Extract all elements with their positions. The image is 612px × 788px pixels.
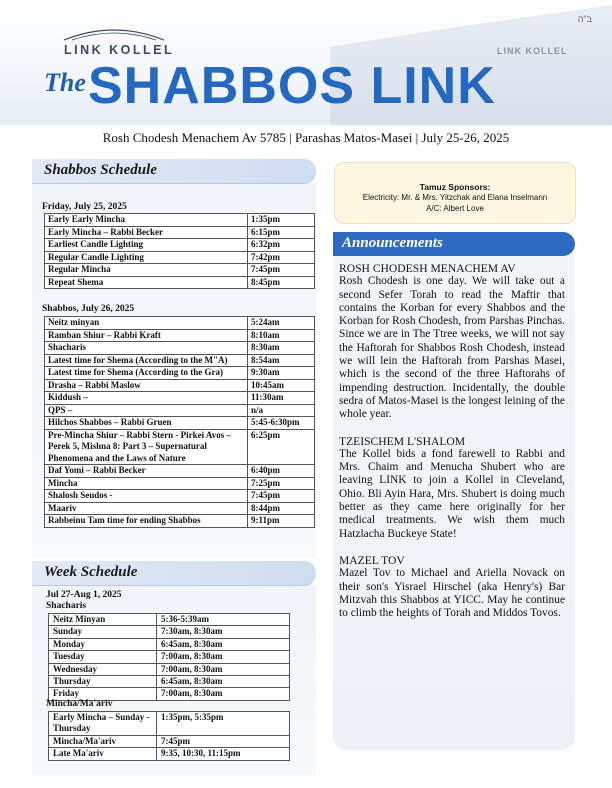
event-name-cell: Early Early Mincha (45, 214, 248, 227)
event-time-cell: 5:24am (248, 317, 315, 330)
week-schedule-header (32, 561, 316, 586)
mincha-table (48, 711, 290, 761)
sponsors-box (334, 162, 576, 224)
shabbos-label: Shabbos, July 26, 2025 (42, 304, 135, 314)
event-time-cell: 6:40pm (248, 465, 315, 478)
event-name-cell: Latest time for Shema (According to the Gra) (45, 367, 248, 380)
page-title: SHABBOS LINK (88, 57, 496, 115)
event-name-cell: Early Mincha – Rabbi Becker (45, 226, 248, 239)
announcement-paragraph: Since we are in The Ttree weeks, we will not say the Haftorah for Shabbos Rosh Chodesh, instead we will lein the Haftorah from Parshas Masei, which is the second of the three Haftorahs of impending destruction. Incidentally, the double sedra of Matos-Masei is the longest leining of the whole year. (339, 328, 565, 421)
title-prefix: The (44, 68, 86, 97)
schedule-row (49, 614, 290, 626)
schedule-row (49, 663, 290, 675)
announcement-paragraph: Rosh Chodesh is one day. We will take out a second Sefer Torah to read the Maftir that contains the Korban for every Shabbos and the Korban for Rosh Chodesh, from Parshas Pinchas. (339, 275, 565, 328)
schedule-row (49, 651, 290, 663)
schedule-row (45, 490, 315, 503)
event-name-cell: Regular Mincha (45, 264, 248, 277)
shacharis-table (48, 613, 290, 701)
event-time-cell: 6:15pm (248, 226, 315, 239)
event-name-cell: Repeat Shema (45, 276, 248, 289)
week-schedule-heading: Week Schedule (44, 564, 138, 580)
schedule-row (49, 626, 290, 638)
sponsor-line-2: A/C: Albert Love (426, 204, 484, 213)
event-name-cell: Earliest Candle Lighting (45, 239, 248, 252)
event-name-cell: Tuesday (49, 651, 157, 663)
event-time-cell: 7:30am, 8:30am (157, 626, 290, 638)
schedule-row (45, 392, 315, 405)
event-time-cell: 7:45pm (157, 735, 290, 747)
schedule-row (45, 317, 315, 330)
event-time-cell: 6:25pm (248, 429, 315, 465)
event-name-cell: Mincha/Ma'ariv (49, 735, 157, 747)
schedule-row (49, 638, 290, 650)
event-name-cell: QPS – (45, 404, 248, 417)
shacharis-label: Shacharis (46, 601, 87, 611)
schedule-row (45, 367, 315, 380)
announcement-title: TZEISCHEM L'SHALOM (339, 434, 466, 448)
event-name-cell: Kiddush – (45, 392, 248, 405)
event-time-cell: 1:35pm (248, 214, 315, 227)
shabbos-schedule-header (32, 159, 316, 184)
event-time-cell: 5:36-5:39am (157, 614, 290, 626)
announcement-paragraph: Mazel Tov to Michael and Ariella Novack on their son's Yisrael Hirschel (aka Henry's) Bar Mitzvah this Shabbos at YICC. May he continue to climb the heights of Torah and Middos Tovos. (339, 567, 565, 620)
schedule-row (45, 429, 315, 465)
shabbos-table (44, 316, 315, 528)
event-time-cell: 7:42pm (248, 251, 315, 264)
schedule-row (49, 748, 290, 760)
event-time-cell: 7:25pm (248, 477, 315, 490)
event-name-cell: Late Ma'ariv (49, 748, 157, 760)
masthead (0, 0, 612, 125)
mincha-label: Mincha/Ma'ariv (46, 699, 113, 709)
event-name-cell: Mincha (45, 477, 248, 490)
event-time-cell: 7:00am, 8:30am (157, 663, 290, 675)
event-time-cell: 9:35, 10:30, 11:15pm (157, 748, 290, 760)
event-time-cell: 6:45am, 8:30am (157, 638, 290, 650)
schedule-row (49, 712, 290, 736)
schedule-row (45, 515, 315, 528)
schedule-row (45, 226, 315, 239)
logo-arc-icon (62, 26, 166, 42)
event-time-cell: 7:00am, 8:30am (157, 688, 290, 700)
shabbos-schedule-heading: Shabbos Schedule (44, 162, 157, 178)
event-name-cell: Rabbeinu Tam time for ending Shabbos (45, 515, 248, 528)
announcements-body (339, 262, 565, 620)
schedule-row (45, 404, 315, 417)
announcement-paragraph: The Kollel bids a fond farewell to Rabbi and Mrs. Chaim and Menucha Shubert who are leaving LINK to join a Kollel in Cleveland, Ohio. Bli Ayin Hara, Mrs. Shubert is doing much better as they came here originally for her medical treatments. We wish them much Hatzlacha Buckeye State! (339, 447, 565, 540)
event-name-cell: Neitz Minyan (49, 614, 157, 626)
schedule-row (45, 342, 315, 355)
schedule-row (49, 735, 290, 747)
event-time-cell: 8:10am (248, 329, 315, 342)
event-name-cell: Sunday (49, 626, 157, 638)
event-time-cell: 11:30am (248, 392, 315, 405)
schedule-row (45, 251, 315, 264)
schedule-row (45, 502, 315, 515)
event-time-cell: 1:35pm, 5:35pm (157, 712, 290, 736)
event-time-cell: 9:11pm (248, 515, 315, 528)
event-name-cell: Latest time for Shema (According to the M"A) (45, 354, 248, 367)
event-name-cell: Shacharis (45, 342, 248, 355)
schedule-row (45, 329, 315, 342)
schedule-row (45, 379, 315, 392)
event-time-cell: 6:32pm (248, 239, 315, 252)
event-name-cell: Monday (49, 638, 157, 650)
event-name-cell: Friday (49, 688, 157, 700)
event-time-cell: 9:30am (248, 367, 315, 380)
event-time-cell: 5:45-6:30pm (248, 417, 315, 430)
event-name-cell: Daf Yomi – Rabbi Becker (45, 465, 248, 478)
event-name-cell: Ramban Shiur – Rabbi Kraft (45, 329, 248, 342)
event-time-cell: 8:45pm (248, 276, 315, 289)
hebrew-mark: ב"ה (577, 14, 592, 24)
schedule-row (45, 214, 315, 227)
event-time-cell: 8:44pm (248, 502, 315, 515)
week-date-range: Jul 27-Aug 1, 2025 (46, 590, 122, 600)
event-name-cell: Pre-Mincha Shiur – Rabbi Stern - Pirkei Avos – Perek 5, Mishna 8: Part 3 – Supernatural Phenomena and the Laws of Nature (45, 429, 248, 465)
schedule-row (45, 477, 315, 490)
schedule-row (45, 239, 315, 252)
event-name-cell: Wednesday (49, 663, 157, 675)
schedule-row (45, 354, 315, 367)
sponsor-line-1: Electricity: Mr. & Mrs. Yitzchak and Elana Inselmann (362, 193, 548, 202)
event-name-cell: Maariv (45, 502, 248, 515)
schedule-row (49, 676, 290, 688)
announcements-heading: Announcements (342, 235, 443, 251)
sponsors-title: Tamuz Sponsors: (419, 182, 491, 192)
building-sign: LINK KOLLEL (497, 46, 568, 56)
announcement-title: ROSH CHODESH MENACHEM AV (339, 262, 516, 275)
event-time-cell: 6:45am, 8:30am (157, 676, 290, 688)
friday-label: Friday, July 25, 2025 (42, 202, 127, 212)
event-name-cell: Thursday (49, 676, 157, 688)
friday-table (44, 213, 315, 289)
event-name-cell: Shalosh Seudos - (45, 490, 248, 503)
schedule-row (45, 276, 315, 289)
event-time-cell: 7:45pm (248, 264, 315, 277)
event-name-cell: Early Mincha – Sunday - Thursday (49, 712, 157, 736)
event-time-cell: 8:54am (248, 354, 315, 367)
event-time-cell: 10:45am (248, 379, 315, 392)
logo-text: LINK KOLLEL (64, 43, 175, 57)
event-time-cell: n/a (248, 404, 315, 417)
announcements-header (333, 232, 575, 256)
event-name-cell: Drasha – Rabbi Maslow (45, 379, 248, 392)
event-time-cell: 8:30am (248, 342, 315, 355)
event-name-cell: Hilchos Shabbos – Rabbi Gruen (45, 417, 248, 430)
event-time-cell: 7:45pm (248, 490, 315, 503)
schedule-row (45, 465, 315, 478)
event-name-cell: Neitz minyan (45, 317, 248, 330)
event-name-cell: Regular Candle Lighting (45, 251, 248, 264)
event-time-cell: 7:00am, 8:30am (157, 651, 290, 663)
announcement-title: MAZEL TOV (339, 553, 405, 567)
schedule-row (45, 417, 315, 430)
schedule-row (45, 264, 315, 277)
issue-subtitle: Rosh Chodesh Menachem Av 5785 | Parashas Matos-Masei | July 25-26, 2025 (102, 130, 510, 145)
